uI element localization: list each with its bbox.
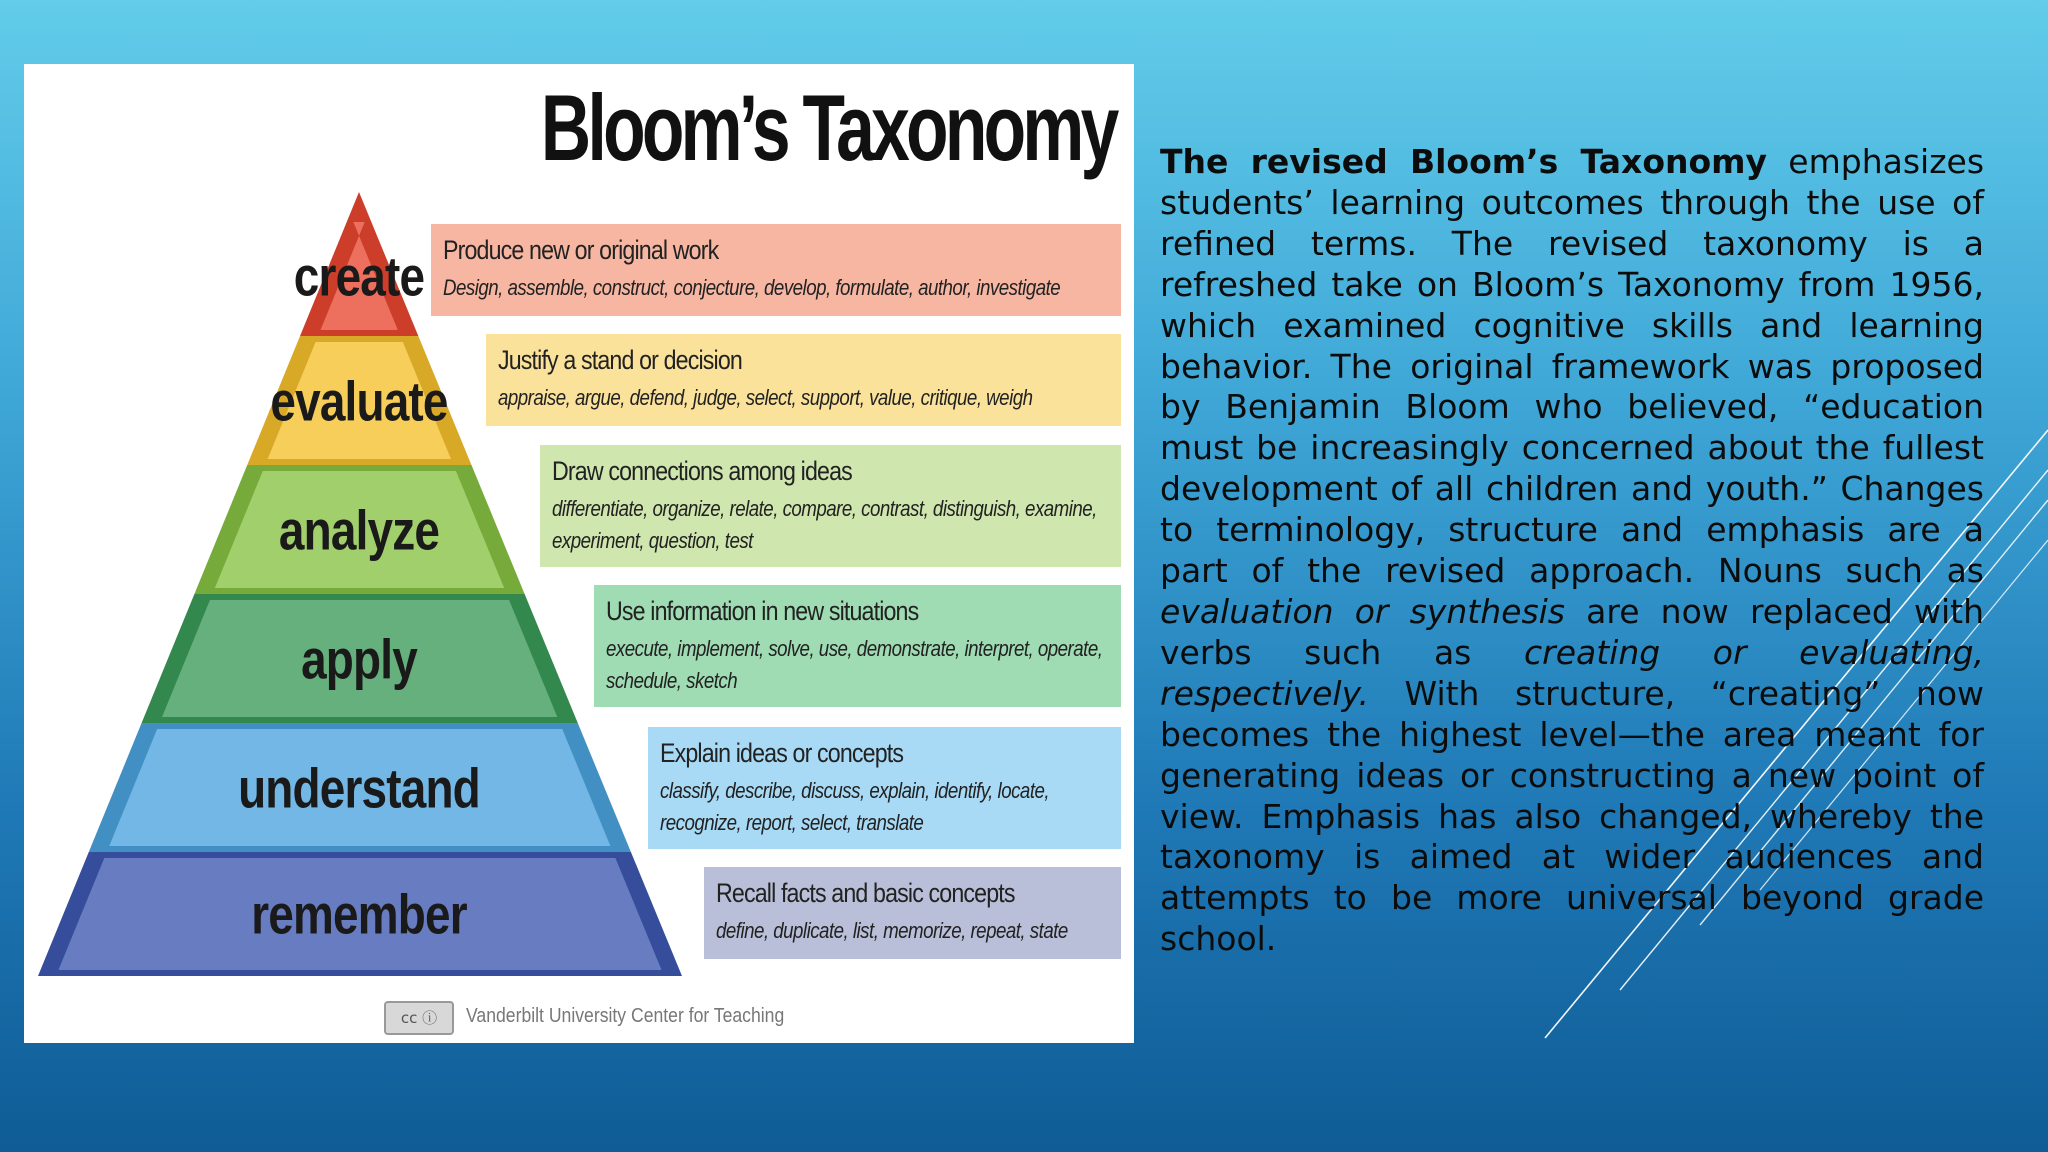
description-heading: Produce new or original work [443, 235, 719, 265]
description-text-analyze [540, 445, 1121, 567]
description-heading: Recall facts and basic concepts [716, 878, 1015, 908]
description-text-understand [648, 727, 1121, 849]
description-verbs: define, duplicate, list, memorize, repeat, state [716, 917, 1068, 943]
body-paragraph [1160, 142, 1984, 960]
description-verbs: Design, assemble, construct, conjecture, develop, formulate, author, investigate [443, 274, 1061, 300]
level-label-analyze: analyze [278, 498, 440, 561]
body-part-1: emphasizes students’ learning outcomes through the use of refined terms. The revised taxonomy is a refreshed take on Bloom’s Taxonomy from 1956, which examined cognitive skills and learning behavior. The original framework was proposed by Benjamin Bloom who believed, “education must be increasingly concerned about the fullest development of all children and youth.” Changes to terminology, structure and emphasis are a part of the revised approach. Nouns such as [1160, 142, 1985, 591]
description-heading: Draw connections among ideas [552, 456, 852, 486]
body-lead: The revised Bloom’s Taxonomy [1160, 142, 1768, 181]
level-label-remember: remember [251, 882, 467, 946]
body-part-2: are now replaced with verbs such as [1160, 591, 1984, 672]
description-text-apply [594, 585, 1121, 707]
body-italic-2: creating or evaluating, respectively. [1160, 632, 1985, 713]
description-text-remember [704, 867, 1121, 959]
description-verbs: execute, implement, solve, use, demonstrate, interpret, operate, schedule, sketch [606, 635, 1103, 693]
figure-credit [384, 1001, 784, 1033]
description-verbs: appraise, argue, defend, judge, select, support, value, critique, weigh [498, 384, 1033, 410]
description-heading: Use information in new situations [606, 596, 919, 626]
level-label-apply: apply [301, 627, 417, 690]
description-heading: Explain ideas or concepts [660, 738, 904, 768]
body-part-3: With structure, “creating” now becomes the highest level—the area meant for generating ideas or constructing a new point of view. Emphasis has also changed, whereby the taxonomy is aimed at wider audiences and attempts to be more universal beyond grade school. [1160, 673, 1984, 959]
figure-title: Bloom’s Taxonomy [541, 75, 1116, 180]
body-italic-1: evaluation or synthesis [1160, 591, 1565, 631]
description-heading: Justify a stand or decision [498, 345, 742, 375]
credit-text: Vanderbilt University Center for Teaching [466, 1005, 785, 1027]
blooms-taxonomy-figure [24, 64, 1134, 1043]
description-verbs: differentiate, organize, relate, compare, contrast, distinguish, examine, experiment, question, test [552, 495, 1097, 553]
description-text-create [431, 224, 1121, 316]
level-label-create: create [293, 244, 425, 308]
description-text-evaluate [486, 334, 1121, 426]
level-label-understand: understand [238, 756, 480, 819]
description-verbs: classify, describe, discuss, explain, identify, locate, recognize, report, select, translate [660, 777, 1050, 835]
creative-commons-icon: cc ⓘ [384, 1001, 454, 1035]
level-label-evaluate: evaluate [270, 369, 448, 432]
